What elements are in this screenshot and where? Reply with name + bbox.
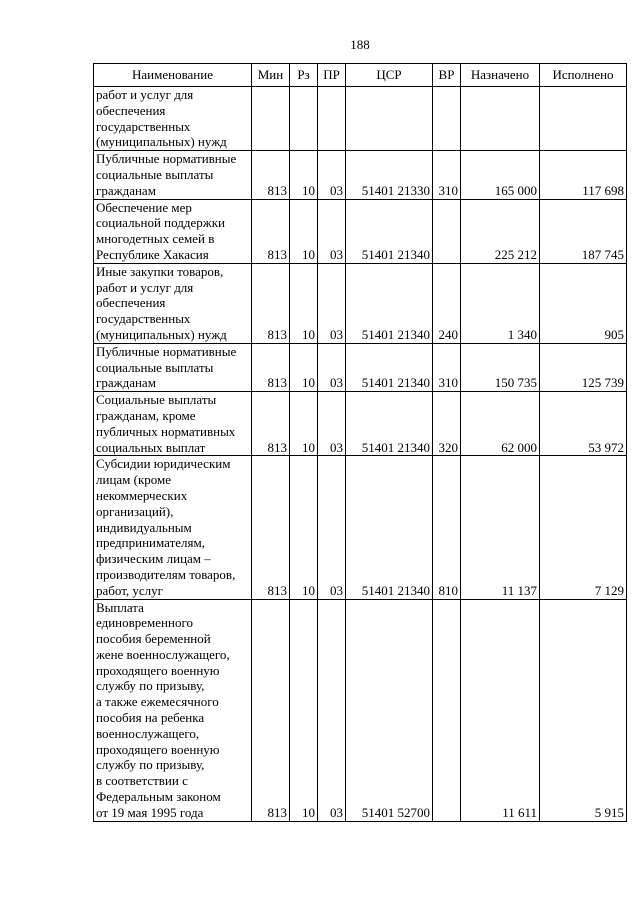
cell-name [94, 199, 252, 263]
cell-executed: 905 [540, 263, 627, 343]
name-line: предпринимателям, [96, 535, 205, 551]
cell-assigned: 62 000 [461, 392, 540, 456]
name-line: Иные закупки товаров, [96, 263, 224, 279]
table-header-row [94, 64, 627, 87]
name-line: производителям товаров, [96, 566, 236, 582]
cell-assigned: 150 735 [461, 343, 540, 391]
name-line: Республике Хакасия [96, 246, 209, 262]
name-line: индивидуальным [96, 519, 192, 535]
table-row [94, 392, 627, 456]
name-line: гражданам [96, 375, 156, 391]
table-row [94, 599, 627, 821]
cell-name [94, 599, 252, 821]
name-line: государственных [96, 118, 191, 134]
cell-pr [318, 87, 346, 151]
cell-assigned: 1 340 [461, 263, 540, 343]
table-body [94, 87, 627, 822]
cell-pr: 03 [318, 456, 346, 599]
cell-name [94, 392, 252, 456]
cell-csr: 51401 21340 [346, 456, 433, 599]
name-line: единовременного [96, 615, 193, 631]
name-line: обеспечения [96, 102, 166, 118]
header-vr: ВР [433, 64, 461, 87]
cell-assigned: 11 137 [461, 456, 540, 599]
cell-name [94, 343, 252, 391]
name-line: Выплата [96, 599, 144, 615]
cell-executed: 117 698 [540, 151, 627, 199]
table-row [94, 263, 627, 343]
name-line: (муниципальных) нужд [96, 326, 227, 342]
header-min: Мин [252, 64, 290, 87]
name-line: а также ежемесячного [96, 694, 219, 710]
cell-name [94, 87, 252, 151]
cell-name [94, 151, 252, 199]
name-line: работ и услуг для [96, 279, 194, 295]
name-line: лицам (кроме [96, 472, 172, 488]
cell-executed: 7 129 [540, 456, 627, 599]
cell-rz: 10 [290, 392, 318, 456]
name-line: (муниципальных) нужд [96, 134, 227, 150]
name-line: Публичные нормативные [96, 343, 237, 359]
cell-vr [433, 599, 461, 821]
cell-executed: 53 972 [540, 392, 627, 456]
cell-vr: 320 [433, 392, 461, 456]
table-row [94, 199, 627, 263]
cell-executed: 125 739 [540, 343, 627, 391]
name-line: некоммерческих [96, 487, 188, 503]
cell-csr: 51401 21340 [346, 199, 433, 263]
name-line: Публичные нормативные [96, 151, 237, 167]
name-line: работ, услуг [96, 582, 164, 598]
cell-vr [433, 87, 461, 151]
cell-name [94, 456, 252, 599]
cell-rz: 10 [290, 456, 318, 599]
cell-pr: 03 [318, 599, 346, 821]
name-line: в соответствии с [96, 773, 188, 789]
cell-csr: 51401 21340 [346, 392, 433, 456]
cell-min: 813 [252, 599, 290, 821]
name-line: военнослужащего, [96, 725, 200, 741]
cell-vr: 310 [433, 151, 461, 199]
cell-executed: 5 915 [540, 599, 627, 821]
table-row [94, 343, 627, 391]
cell-vr: 310 [433, 343, 461, 391]
cell-pr: 03 [318, 151, 346, 199]
cell-assigned [461, 87, 540, 151]
cell-executed: 187 745 [540, 199, 627, 263]
cell-min: 813 [252, 392, 290, 456]
name-line: проходящего военную [96, 662, 220, 678]
name-line: публичных нормативных [96, 423, 236, 439]
cell-min: 813 [252, 199, 290, 263]
name-line: социальные выплаты [96, 359, 214, 375]
name-line: службу по призыву, [96, 757, 205, 773]
cell-pr: 03 [318, 392, 346, 456]
header-csr: ЦСР [346, 64, 433, 87]
cell-rz: 10 [290, 343, 318, 391]
name-line: гражданам, кроме [96, 407, 196, 423]
name-line: многодетных семей в [96, 231, 215, 247]
header-assigned: Назначено [461, 64, 540, 87]
name-line: социальных выплат [96, 439, 206, 455]
name-line: пособия беременной [96, 631, 211, 647]
name-line: социальной поддержки [96, 215, 225, 231]
cell-csr: 51401 21340 [346, 343, 433, 391]
cell-csr [346, 87, 433, 151]
name-line: Федеральным законом [96, 789, 221, 805]
page-number: 188 [350, 37, 370, 52]
cell-executed [540, 87, 627, 151]
name-line: работ и услуг для [96, 87, 194, 102]
cell-min: 813 [252, 263, 290, 343]
header-executed: Исполнено [540, 64, 627, 87]
header-rz: Рз [290, 64, 318, 87]
cell-vr: 240 [433, 263, 461, 343]
name-line: обеспечения [96, 295, 166, 311]
cell-vr [433, 199, 461, 263]
header-pr: ПР [318, 64, 346, 87]
cell-min: 813 [252, 151, 290, 199]
name-line: Социальные выплаты [96, 392, 217, 408]
name-line: пособия на ребенка [96, 710, 205, 726]
name-line: социальные выплаты [96, 166, 214, 182]
name-line: физическим лицам – [96, 551, 211, 567]
table-row [94, 456, 627, 599]
name-line: жене военнослужащего, [96, 646, 230, 662]
cell-rz [290, 87, 318, 151]
cell-rz: 10 [290, 599, 318, 821]
cell-min: 813 [252, 456, 290, 599]
name-line: организаций), [96, 503, 174, 519]
cell-vr: 810 [433, 456, 461, 599]
name-line: Обеспечение мер [96, 199, 192, 215]
header-name: Наименование [94, 64, 252, 87]
cell-pr: 03 [318, 263, 346, 343]
cell-pr: 03 [318, 343, 346, 391]
table-row [94, 87, 627, 151]
name-line: проходящего военную [96, 741, 220, 757]
cell-csr: 51401 21340 [346, 263, 433, 343]
name-line: службу по призыву, [96, 678, 205, 694]
cell-name [94, 263, 252, 343]
name-line: Субсидии юридическим [96, 456, 231, 472]
budget-table [93, 63, 627, 822]
cell-assigned: 11 611 [461, 599, 540, 821]
cell-assigned: 165 000 [461, 151, 540, 199]
cell-rz: 10 [290, 151, 318, 199]
name-line: гражданам [96, 182, 156, 198]
table-row [94, 151, 627, 199]
name-line: от 19 мая 1995 года [96, 804, 204, 820]
cell-min: 813 [252, 343, 290, 391]
name-line: государственных [96, 311, 191, 327]
cell-min [252, 87, 290, 151]
cell-csr: 51401 21330 [346, 151, 433, 199]
cell-csr: 51401 52700 [346, 599, 433, 821]
cell-rz: 10 [290, 199, 318, 263]
cell-pr: 03 [318, 199, 346, 263]
cell-rz: 10 [290, 263, 318, 343]
cell-assigned: 225 212 [461, 199, 540, 263]
